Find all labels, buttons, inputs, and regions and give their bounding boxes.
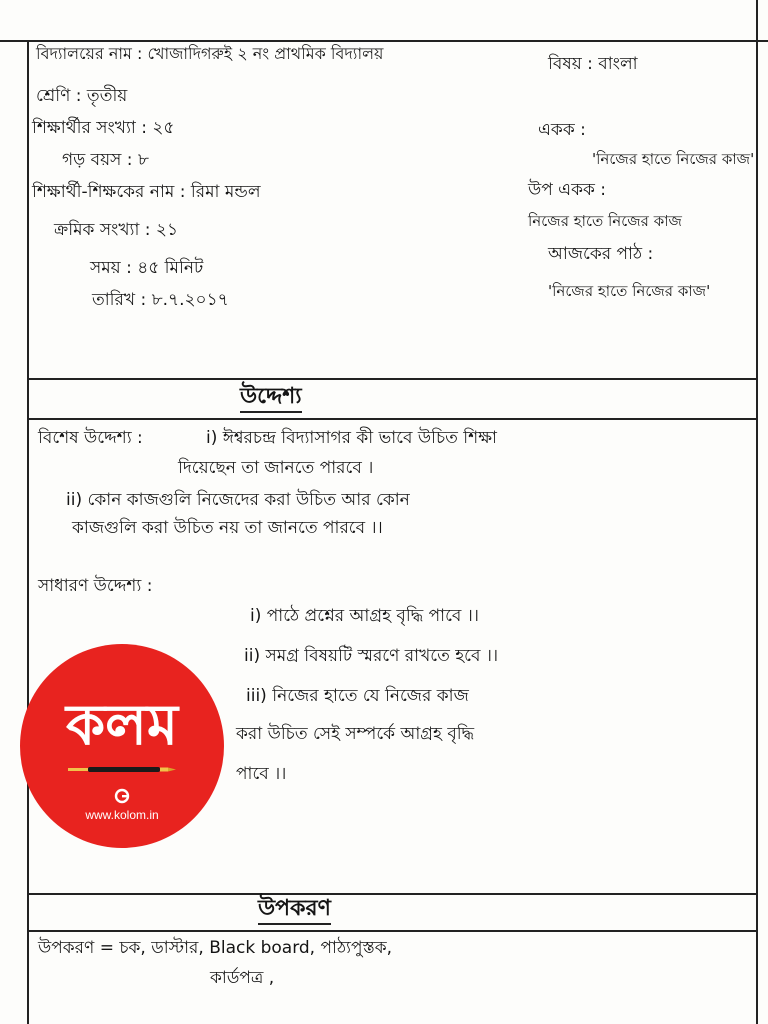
top-border [0, 40, 768, 42]
school-name: বিদ্যালয়ের নাম : খোজাদিগরুই ২ নং প্রাথমিক বিদ্যালয় [36, 44, 384, 63]
student-count: শিক্ষার্থীর সংখ্যা : ২৫ [32, 118, 175, 138]
lesson-label: আজকের পাঠ : [548, 244, 654, 264]
specific-objective-1a: i) ঈশ্বরচন্দ্র বিদ্যাসাগর কী ভাবে উচিত শিক্ষা [206, 428, 497, 448]
pen-icon [68, 766, 176, 773]
unit-value: 'নিজের হাতে নিজের কাজ' [592, 150, 755, 168]
right-margin-line [756, 0, 758, 1024]
general-objective-3b: করা উচিত সেই সম্পর্কে আগ্রহ বৃদ্ধি [236, 724, 475, 744]
left-margin-line [27, 40, 29, 1024]
subject: বিষয় : বাংলা [548, 54, 638, 74]
subunit-label: উপ একক : [528, 180, 607, 200]
materials-title: উপকরণ [258, 896, 331, 925]
lesson-value: 'নিজের হাতে নিজের কাজ' [548, 282, 711, 300]
general-objective-2: ii) সমগ্র বিষয়টি স্মরণে রাখতে হবে ।। [244, 646, 499, 666]
section-divider-3 [27, 893, 757, 895]
g-icon [114, 788, 130, 804]
kolom-logo [20, 644, 224, 848]
section-divider-1 [27, 378, 757, 380]
section-divider-2 [27, 418, 757, 420]
general-objective-label: সাধারণ উদ্দেশ্য : [38, 576, 153, 596]
specific-objective-1b: দিয়েছেন তা জানতে পারবে । [178, 458, 374, 478]
average-age: গড় বয়স : ৮ [62, 150, 149, 170]
roll-number: ক্রমিক সংখ্যা : ২১ [54, 220, 179, 240]
unit-label: একক : [538, 120, 586, 140]
teacher-name: শিক্ষার্থী-শিক্ষকের নাম : রিমা মন্ডল [32, 182, 261, 202]
general-objective-3a: iii) নিজের হাতে যে নিজের কাজ [246, 686, 469, 706]
date: তারিখ : ৮.৭.২০১৭ [92, 290, 229, 310]
class-field: শ্রেণি : তৃতীয় [36, 86, 128, 106]
objectives-title: উদ্দেশ্য [240, 384, 302, 413]
materials-line-1: উপকরণ = চক, ডাস্টার, Black board, পাঠ্যপুস্তক, [38, 938, 393, 958]
specific-objective-2b: কাজগুলি করা উচিত নয় তা জানতে পারবে ।। [72, 518, 383, 538]
specific-objective-label: বিশেষ উদ্দেশ্য : [38, 428, 143, 448]
duration: সময় : ৪৫ মিনিট [90, 258, 204, 278]
general-objective-1: i) পাঠে প্রশ্নের আগ্রহ বৃদ্ধি পাবে ।। [250, 606, 479, 626]
section-divider-4 [27, 930, 757, 932]
logo-brand-text: কলম [65, 693, 178, 758]
subunit-value: নিজের হাতে নিজের কাজ [528, 212, 682, 230]
logo-url: www.kolom.in [85, 808, 159, 822]
specific-objective-2a: ii) কোন কাজগুলি নিজেদের করা উচিত আর কোন [66, 490, 410, 510]
general-objective-3c: পাবে ।। [236, 764, 287, 784]
materials-line-2: কার্ডপত্র , [210, 968, 275, 988]
